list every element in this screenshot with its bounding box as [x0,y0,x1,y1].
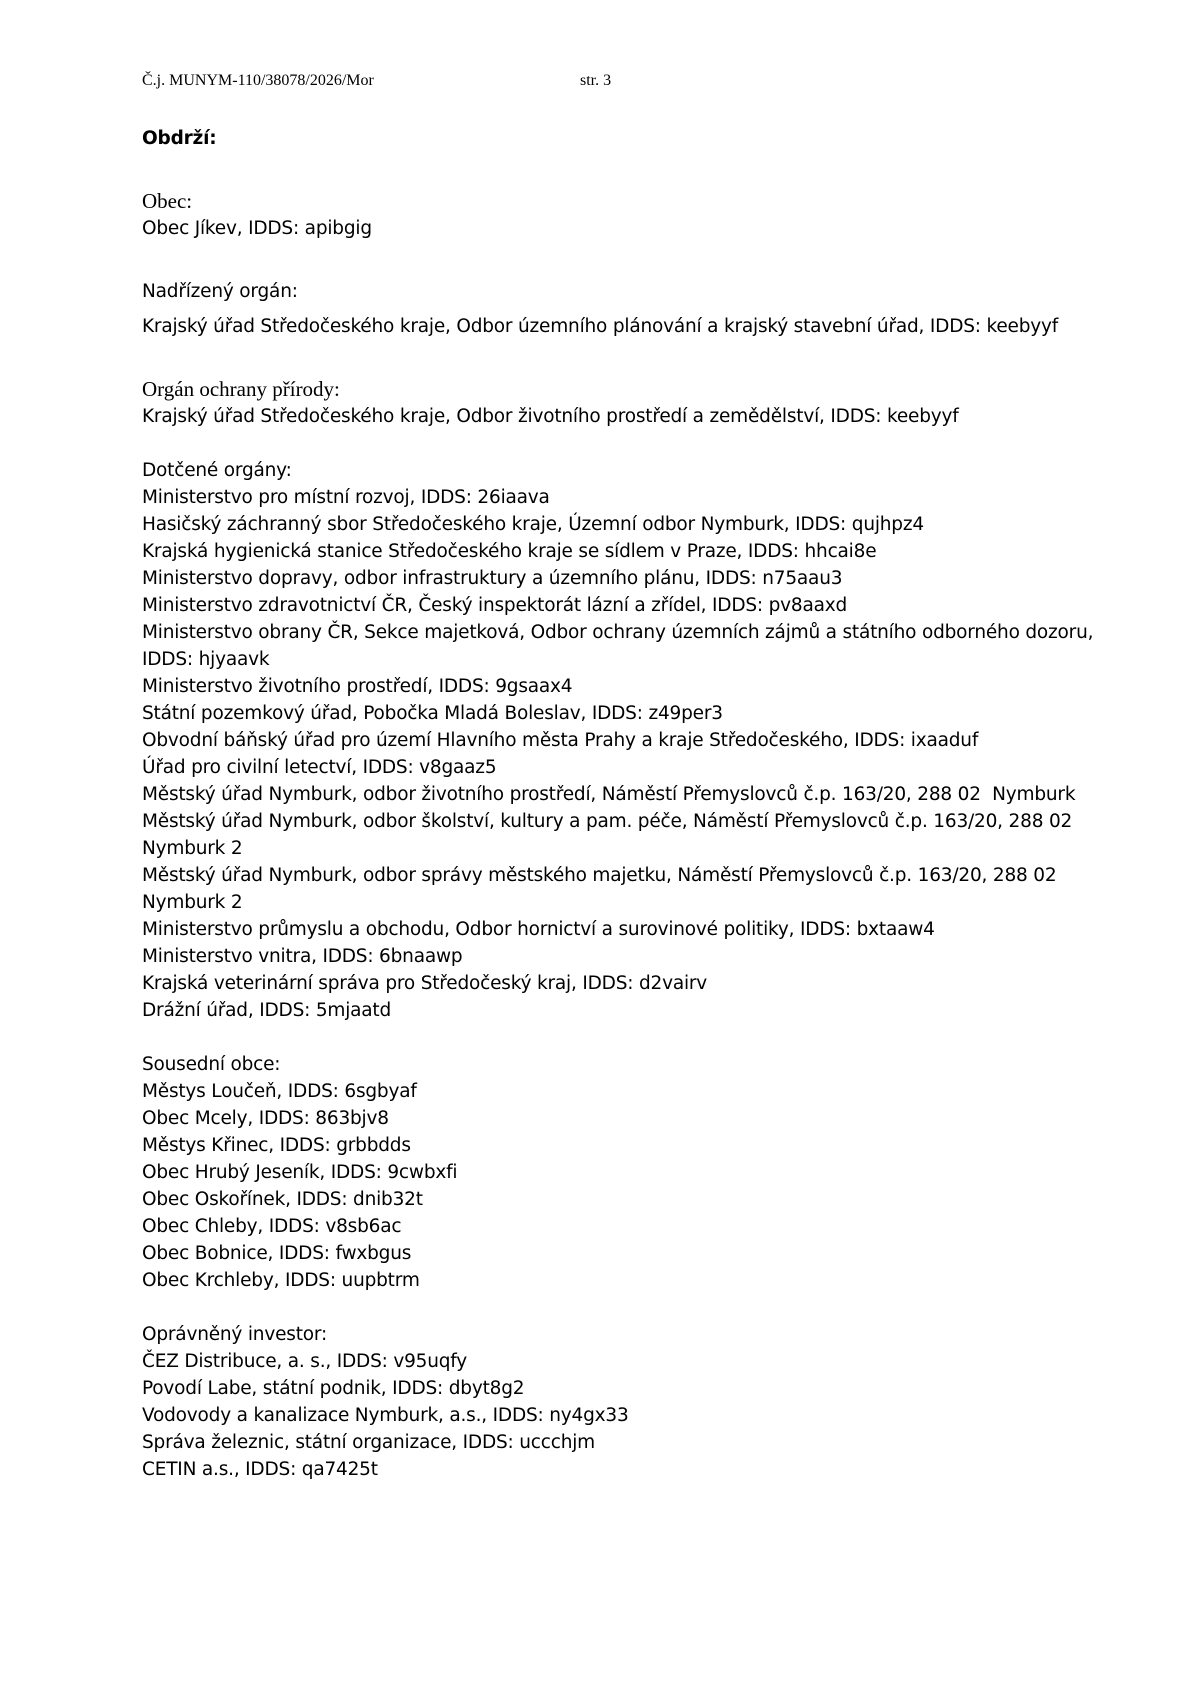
list-item: Obec Oskořínek, IDDS: dnib32t [142,1189,423,1210]
page-header [142,72,642,96]
list-item: Obec Chleby, IDDS: v8sb6ac [142,1216,402,1237]
list-item: Ministerstvo vnitra, IDDS: 6bnaawp [142,946,463,967]
page-number: str. 3 [580,72,612,89]
list-item: Městský úřad Nymburk, odbor školství, kultury a pam. péče, Náměstí Přemyslovců č.p. 163/20, 288 02 Nymburk 2 [142,811,1073,859]
list-item: Státní pozemkový úřad, Pobočka Mladá Boleslav, IDDS: z49per3 [142,703,723,724]
list-item: Obvodní báňský úřad pro území Hlavního města Prahy a kraje Středočeského, IDDS: ixaaduf [142,730,979,751]
section-title-sousedni: Sousední obce: [142,1054,281,1075]
list-item: Ministerstvo průmyslu a obchodu, Odbor hornictví a surovinové politiky, IDDS: bxtaaw4 [142,919,935,940]
list-item: Povodí Labe, státní podnik, IDDS: dbyt8g2 [142,1378,525,1399]
list-item: Ministerstvo dopravy, odbor infrastruktury a územního plánu, IDDS: n75aau3 [142,568,843,589]
recipients-heading: Obdrží: [142,128,217,149]
list-item: Krajský úřad Středočeského kraje, Odbor životního prostředí a zemědělství, IDDS: keebyyf [142,406,959,427]
list-item: Obec Krchleby, IDDS: uupbtrm [142,1270,420,1291]
list-item: Ministerstvo životního prostředí, IDDS: 9gsaax4 [142,676,573,697]
list-item: Městský úřad Nymburk, odbor životního prostředí, Náměstí Přemyslovců č.p. 163/20, 288 02 Nymburk [142,784,1076,805]
list-item: Ministerstvo obrany ČR, Sekce majetková, Odbor ochrany územních zájmů a státního odborného dozoru, IDDS: hjyaavk [142,622,1094,670]
list-item: Krajská hygienická stanice Středočeského kraje se sídlem v Praze, IDDS: hhcai8e [142,541,877,562]
list-item: Ministerstvo pro místní rozvoj, IDDS: 26iaava [142,487,550,508]
list-item: Městský úřad Nymburk, odbor správy městského majetku, Náměstí Přemyslovců č.p. 163/20, 288 02 Nymburk 2 [142,865,1057,913]
section-title-obec: Obec: [142,189,193,213]
list-item: Vodovody a kanalizace Nymburk, a.s., IDDS: ny4gx33 [142,1405,629,1426]
list-item: Ministerstvo zdravotnictví ČR, Český inspektorát lázní a zřídel, IDDS: pv8aaxd [142,595,848,616]
list-item: Obec Jíkev, IDDS: apibgig [142,218,372,239]
list-item: Úřad pro civilní letectví, IDDS: v8gaaz5 [142,757,497,778]
section-title-investor: Oprávněný investor: [142,1324,327,1345]
list-item: Obec Mcely, IDDS: 863bjv8 [142,1108,389,1129]
reference-number: Č.j. MUNYM-110/38078/2026/Mor [142,72,374,89]
list-item: Obec Bobnice, IDDS: fwxbgus [142,1243,412,1264]
recipients-list [142,125,1102,1483]
list-item: Správa železnic, státní organizace, IDDS: uccchjm [142,1432,595,1453]
list-item: Městys Loučeň, IDDS: 6sgbyaf [142,1081,417,1102]
section-title-dotcene: Dotčené orgány: [142,460,292,481]
list-item: ČEZ Distribuce, a. s., IDDS: v95uqfy [142,1351,468,1372]
list-item: CETIN a.s., IDDS: qa7425t [142,1459,378,1480]
list-item: Krajská veterinární správa pro Středočeský kraj, IDDS: d2vairv [142,973,708,994]
list-item: Městys Křinec, IDDS: grbbdds [142,1135,411,1156]
section-title-ochrana: Orgán ochrany přírody: [142,377,340,401]
list-item: Hasičský záchranný sbor Středočeského kraje, Územní odbor Nymburk, IDDS: qujhpz4 [142,514,924,535]
list-item: Drážní úřad, IDDS: 5mjaatd [142,1000,392,1021]
list-item: Obec Hrubý Jeseník, IDDS: 9cwbxfi [142,1162,458,1183]
list-item: Krajský úřad Středočeského kraje, Odbor územního plánování a krajský stavební úřad, IDDS: keebyyf [142,316,1059,337]
section-title-nadrizeny: Nadřízený orgán: [142,281,298,302]
